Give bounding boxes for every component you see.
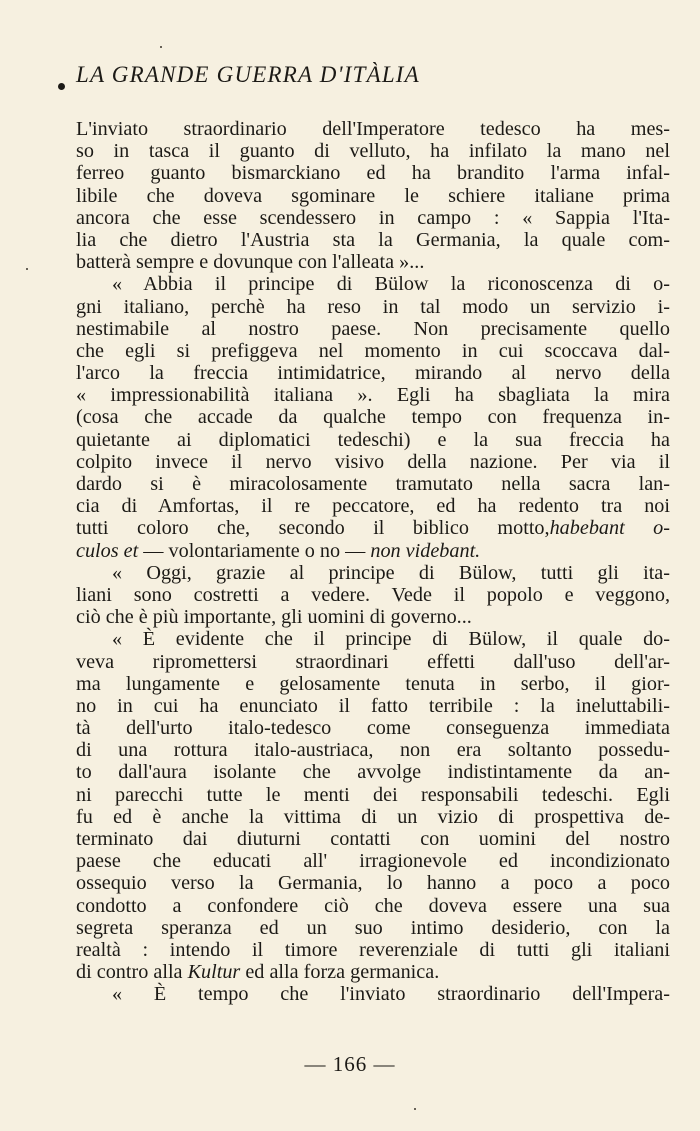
line-text: so in tasca il guanto di velluto, ha infilato la mano nel <box>76 140 670 163</box>
paper-speck <box>414 1108 416 1110</box>
text-line <box>76 140 670 162</box>
text-line <box>76 651 670 673</box>
text-line <box>76 207 670 229</box>
line-text: ed alla forza germanica. <box>240 961 440 984</box>
running-title: LA GRANDE GUERRA D'ITÀLIA <box>76 62 420 87</box>
line-text: « È evidente che il principe di Bülow, il quale do- <box>112 628 670 651</box>
ink-dot <box>58 83 65 90</box>
line-text: veva ripromettersi straordinari effetti dall'uso dell'ar- <box>76 650 670 673</box>
line-text: condotto a confondere ciò che doveva essere una sua <box>76 894 670 917</box>
line-text: to dall'aura isolante che avvolge indistintamente da an- <box>76 761 670 784</box>
text-line <box>76 917 670 939</box>
line-text: « È tempo che l'inviato straordinario dell'Impera- <box>112 983 670 1006</box>
line-text: liani sono costretti a vedere. Vede il popolo e veggono, <box>76 583 670 606</box>
line-text: segreta speranza ed un suo intimo desiderio, con la <box>76 916 670 939</box>
text-line <box>76 983 670 1005</box>
text-line <box>76 185 670 207</box>
line-text: no in cui ha enunciato il fatto terribile : la ineluttabili- <box>76 694 670 717</box>
line-text: « impressionabilità italiana ». Egli ha sbagliata la mira <box>76 384 670 407</box>
text-line <box>76 517 670 539</box>
text-line <box>76 895 670 917</box>
text-line <box>76 584 670 606</box>
line-text: tà dell'urto italo-tedesco come conseguenza immediata <box>76 717 670 740</box>
italic-phrase: Kultur <box>187 961 241 984</box>
italic-phrase: habebant o- <box>549 517 670 540</box>
line-text: tutti coloro che, secondo il biblico motto, <box>76 517 550 540</box>
paper-speck <box>160 46 162 48</box>
text-line <box>76 229 670 251</box>
text-line <box>76 717 670 739</box>
italic-phrase: culos et <box>76 539 139 562</box>
text-line <box>76 939 670 961</box>
line-text: fu ed è anche la vittima di un vizio di prospettiva de- <box>76 805 670 828</box>
line-text: ancora che esse scendessero in campo : « Sappia l'Ita- <box>76 206 670 229</box>
line-text: ciò che è più importante, gli uomini di governo... <box>76 606 472 629</box>
line-text: di una rottura italo-austriaca, non era soltanto possedu- <box>76 739 670 762</box>
line-text: libile che doveva sgominare le schiere italiane prima <box>76 184 670 207</box>
line-text: di contro alla <box>76 961 188 984</box>
text-line <box>76 961 670 983</box>
line-text: lia che dietro l'Austria sta la Germania, la quale com- <box>76 228 670 251</box>
text-line <box>76 872 670 894</box>
text-line <box>76 628 670 650</box>
text-line <box>76 562 670 584</box>
text-line <box>76 606 670 628</box>
text-line <box>76 406 670 428</box>
line-text: colpito invece il nervo visivo della nazione. Per via il <box>76 450 670 473</box>
line-text: realtà : intendo il timore reverenziale di tutti gli italiani <box>76 938 670 961</box>
text-line <box>76 340 670 362</box>
text-line <box>76 318 670 340</box>
text-line <box>76 806 670 828</box>
text-line <box>76 162 670 184</box>
page-number: — 166 — <box>304 1052 396 1076</box>
text-line <box>76 296 670 318</box>
line-text: ma lungamente e gelosamente tenuta in serbo, il gior- <box>76 672 670 695</box>
line-text: L'inviato straordinario dell'Imperatore tedesco ha mes- <box>76 118 670 140</box>
line-text: l'arco la freccia intimidatrice, mirando al nervo della <box>76 362 670 385</box>
text-line <box>76 384 670 406</box>
line-text: quietante ai diplomatici tedeschi) e la sua freccia ha <box>76 428 670 451</box>
line-text: cia di Amfortas, il re peccatore, ed ha redento tra noi <box>76 495 670 518</box>
text-line <box>76 251 670 273</box>
italic-phrase: non videbant. <box>370 539 481 562</box>
text-line <box>76 784 670 806</box>
line-text: ni parecchi tutte le menti dei responsabili tedeschi. Egli <box>76 783 670 806</box>
line-text: (cosa che accade da qualche tempo con frequenza in- <box>76 406 670 429</box>
text-line <box>76 473 670 495</box>
text-line <box>76 273 670 295</box>
line-text: terminato dai diuturni contatti con uomini del nostro <box>76 828 670 850</box>
line-text: batterà sempre e dovunque con l'alleata »... <box>76 251 425 274</box>
text-line <box>76 828 670 850</box>
text-line <box>76 761 670 783</box>
line-text: — volontariamente o no — <box>138 539 371 562</box>
line-text: nestimabile al nostro paese. Non precisamente quello <box>76 317 670 340</box>
text-line <box>76 118 670 140</box>
line-text: ossequio verso la Germania, lo hanno a poco a poco <box>76 872 670 895</box>
line-text: « Oggi, grazie al principe di Bülow, tutti gli ita- <box>112 561 670 584</box>
line-text: che egli si prefiggeva nel momento in cui scoccava dal- <box>76 339 670 362</box>
text-line <box>76 429 670 451</box>
text-line <box>76 739 670 761</box>
text-line <box>76 362 670 384</box>
text-line <box>76 451 670 473</box>
body-text <box>76 118 670 1006</box>
line-text: gni italiano, perchè ha reso in tal modo un servizio i- <box>76 295 670 318</box>
line-text: « Abbia il principe di Bülow la riconoscenza di o- <box>112 273 670 296</box>
line-text: ferreo guanto bismarckiano ed ha brandito l'arma infal- <box>76 162 670 185</box>
line-text: dardo si è miracolosamente tramutato nella sacra lan- <box>76 473 670 495</box>
text-line <box>76 540 670 562</box>
line-text: paese che educati all' irragionevole ed incondizionato <box>76 850 670 873</box>
text-line <box>76 495 670 517</box>
text-line <box>76 695 670 717</box>
text-line <box>76 673 670 695</box>
paper-speck <box>26 268 28 270</box>
text-line <box>76 850 670 872</box>
